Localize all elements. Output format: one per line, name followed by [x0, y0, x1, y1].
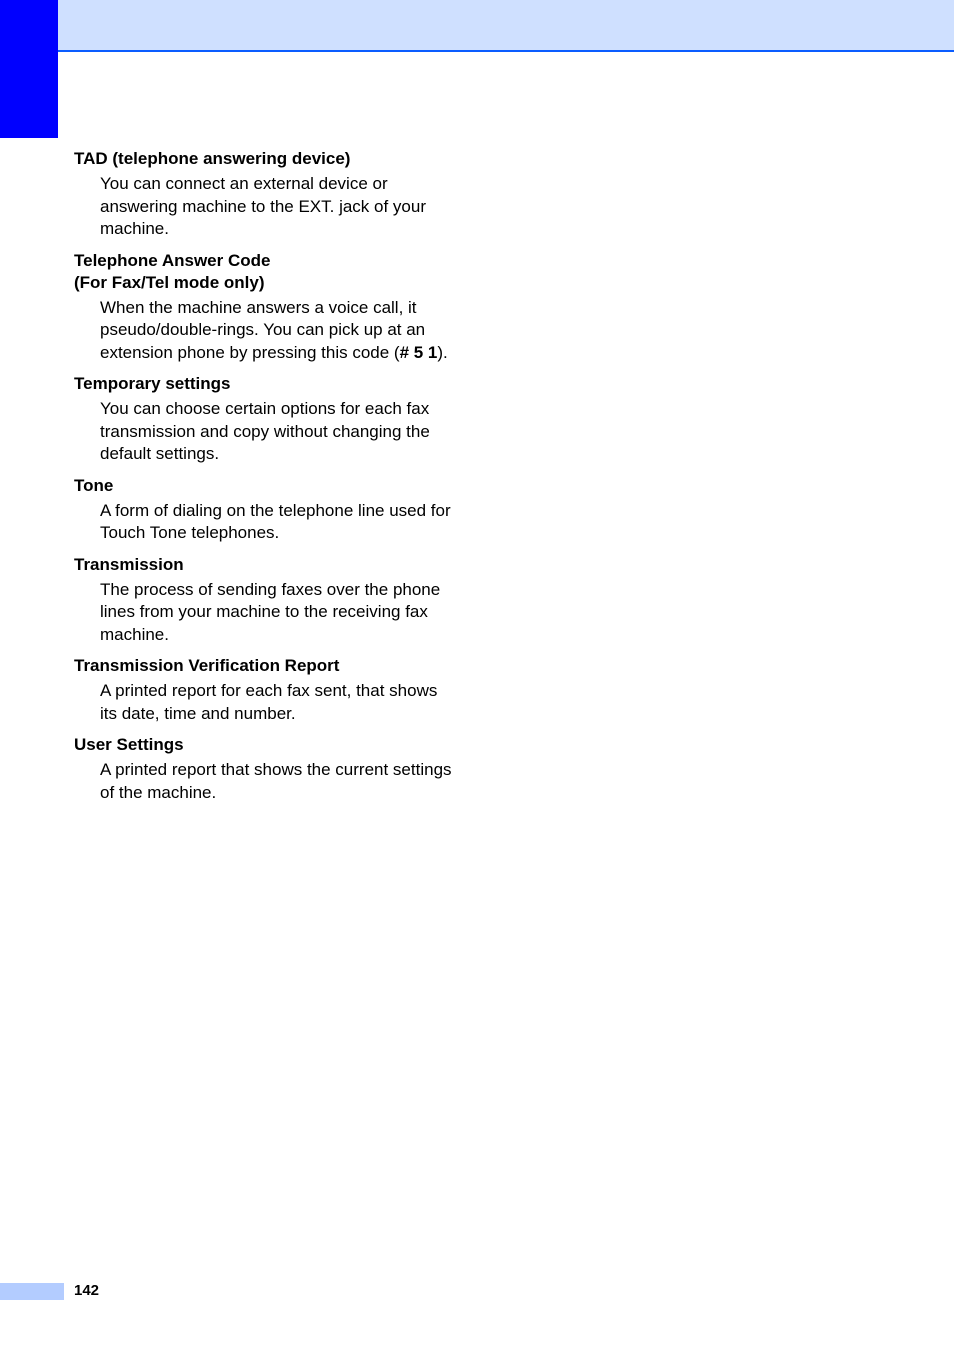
header-band	[58, 0, 954, 52]
glossary-term: Telephone Answer Code (For Fax/Tel mode only)	[74, 250, 271, 292]
glossary-definition: A form of dialing on the telephone line used for Touch Tone telephones.	[100, 500, 451, 542]
glossary-entry-tone	[74, 475, 454, 545]
glossary-term: Transmission	[74, 554, 184, 574]
glossary-term: Temporary settings	[74, 374, 231, 393]
glossary-list	[74, 148, 454, 813]
footer-bar	[0, 1283, 64, 1300]
glossary-term: TAD (telephone answering device)	[74, 149, 351, 168]
glossary-definition: A printed report for each fax sent, that shows its date, time and number.	[100, 681, 438, 723]
answer-code: # 5 1	[399, 342, 438, 362]
glossary-entry-user-settings	[74, 734, 454, 804]
chapter-tab	[0, 0, 58, 138]
glossary-entry-temporary-settings	[74, 373, 454, 466]
glossary-term: User Settings	[74, 735, 184, 754]
page-number: 142	[74, 1282, 100, 1299]
glossary-entry-telephone-answer-code	[74, 250, 454, 365]
glossary-definition: A printed report that shows the current settings of the machine.	[100, 760, 452, 802]
glossary-entry-transmission	[74, 554, 454, 647]
glossary-term: Transmission Verification Report	[74, 656, 340, 675]
glossary-entry-tad	[74, 148, 454, 241]
glossary-definition: When the machine answers a voice call, it pseudo/double-rings. You can pick up at an extension phone by pressing this code (# 5 1).	[100, 297, 448, 362]
glossary-term: Tone	[74, 475, 114, 495]
glossary-definition: You can choose certain options for each fax transmission and copy without changing the default settings.	[100, 399, 430, 463]
glossary-definition: You can connect an external device or answering machine to the EXT. jack of your machine.	[100, 174, 426, 238]
glossary-definition: The process of sending faxes over the phone lines from your machine to the receiving fax machine.	[100, 579, 441, 644]
glossary-entry-transmission-verification-report	[74, 655, 454, 725]
